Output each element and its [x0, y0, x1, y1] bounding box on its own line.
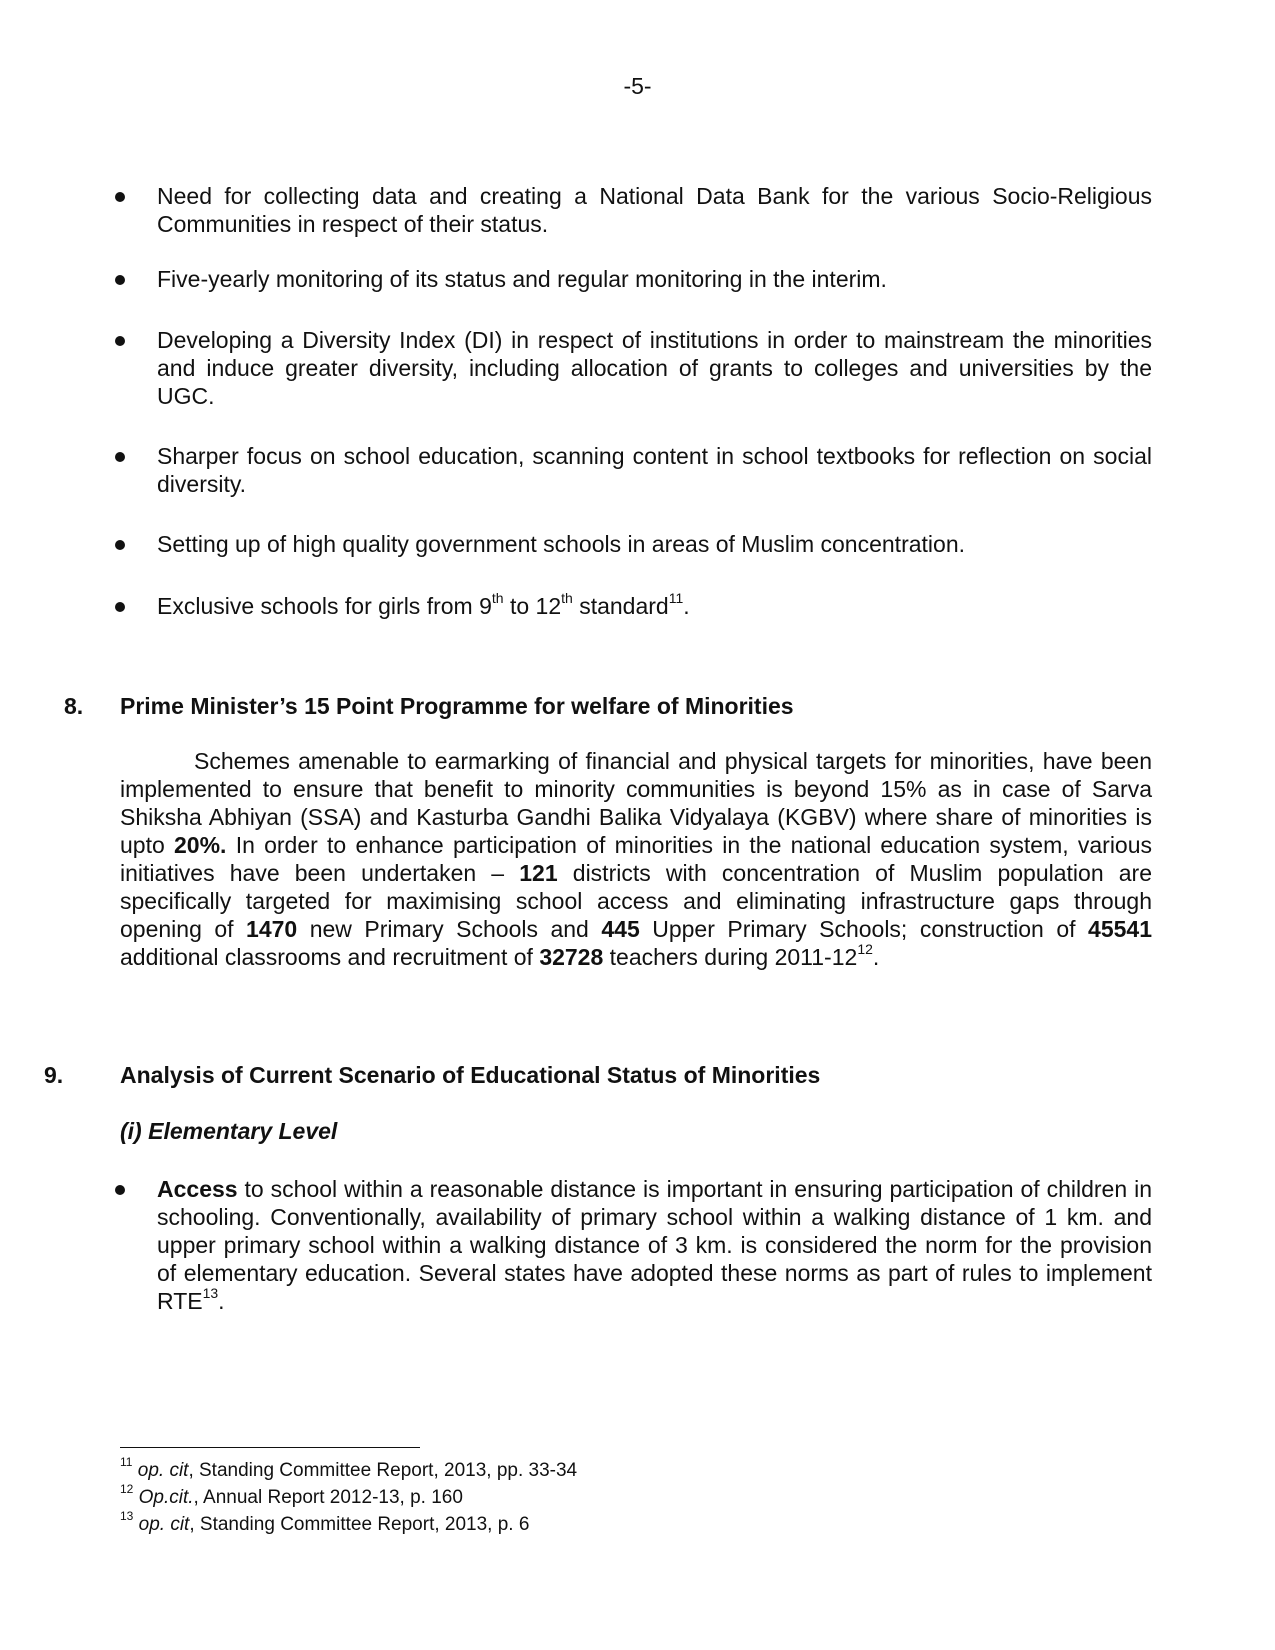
footnote-ref: 13 [202, 1285, 219, 1302]
subheading: (i) Elementary Level [120, 1118, 338, 1144]
footnote-divider [120, 1447, 420, 1448]
section-title: Analysis of Current Scenario of Educational Status of Minorities [120, 1062, 821, 1088]
list-item-text: Exclusive schools for girls from 9th to 12th standard$^{11}$. [157, 590, 690, 619]
bullet-icon [115, 192, 125, 202]
section-number: 9. [44, 1062, 64, 1088]
footnote: $^{12}$ Op.cit., Annual Report 2012-13, p. 160 [120, 1481, 463, 1508]
list-item-text: Need for collecting data and creating a National Data Bank for the various Socio-Religious Communities in respect of their status. [157, 183, 1152, 237]
list-item-text: Developing a Diversity Index (DI) in respect of institutions in order to mainstream the minorities and induce greater diversity, including allocation of grants to colleges and universities by the UGC. [157, 327, 1152, 409]
bullet-icon [115, 452, 125, 462]
bullet-icon [115, 540, 125, 550]
footnote-ref: 11 [668, 590, 684, 607]
footnote: $^{11}$ op. cit, Standing Committee Report, 2013, pp. 33-34 [120, 1454, 578, 1481]
section-number: 8. [64, 693, 84, 719]
page-number: -5- [623, 73, 652, 99]
section-title: Prime Minister’s 15 Point Programme for welfare of Minorities [120, 693, 794, 719]
bullet-icon [115, 602, 125, 612]
section-paragraph: Schemes amenable to earmarking of financial and physical targets for minorities, have been implemented to ensure that benefit to minority communities is beyond 15% as in case of Sarva Shiksha Abhiyan (SSA) and Kasturba Gandhi Balika Vidyalaya (KGBV) where share of minorities is upto 20%. In order to enhance participation of minorities in the national education system, various initiatives have been undertaken – 121 districts with concentration of Muslim population are specifically targeted for maximising school access and eliminating infrastructure gaps through opening of 1470 new Primary Schools and 445 Upper Primary Schools; construction of 45541 additional classrooms and recruitment of 32728 teachers during $2011-12^{12}$. [120, 748, 1153, 970]
list-item-text: Setting up of high quality government schools in areas of Muslim concentration. [157, 531, 965, 557]
bullet-icon [115, 1185, 125, 1195]
list-item-text: Sharper focus on school education, scanning content in school textbooks for reflection on social diversity. [157, 443, 1152, 497]
bullet-icon [115, 336, 125, 346]
list-item-text: Five-yearly monitoring of its status and regular monitoring in the interim. [157, 266, 887, 292]
bullet-icon [115, 275, 125, 285]
list-item-text: Access to school within a reasonable distance is important in ensuring participation of children in schooling. Conventionally, availability of primary school within a walking distance of 1 km. and upper primary school within a walking distance of 3 km. is considered the norm for the provision of elementary education. Several states have adopted these norms as part of rules to implement RTE$^{13}$. [157, 1176, 1152, 1314]
footnote: $^{13}$ op. cit, Standing Committee Report, 2013, p. 6 [120, 1508, 530, 1535]
footnote-ref: 12 [857, 941, 873, 958]
